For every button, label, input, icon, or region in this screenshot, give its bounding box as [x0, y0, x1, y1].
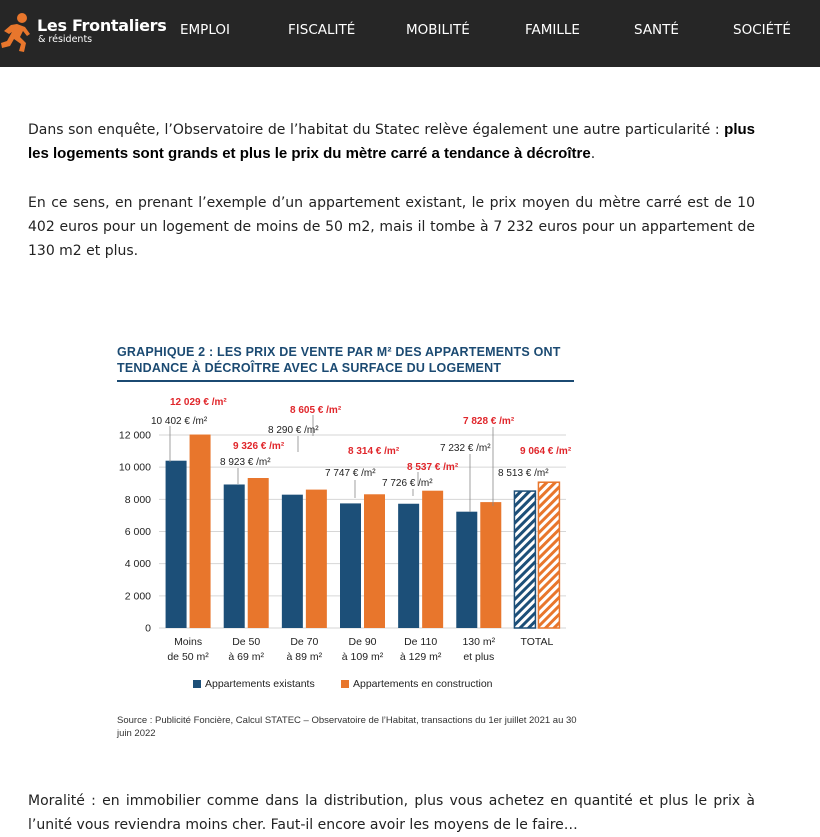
bar-construction	[190, 435, 211, 628]
data-label-existants: 10 402 € /m²	[151, 416, 208, 427]
x-tick-label: à 69 m²	[228, 651, 265, 663]
bar-construction	[364, 494, 385, 628]
bar-existants	[398, 504, 419, 628]
legend-label-existants: Appartements existants	[205, 678, 315, 690]
nav-fiscalite[interactable]: FISCALITÉ	[288, 22, 356, 38]
article-paragraph-2: En ce sens, en prenant l’exemple d’un appartement existant, le prix moyen du mètre carré est de 10 402 euros pour un logement de moins de 50 m2, mais il tombe à 7 232 euros pour un appartement de 130 m2 et plus.	[28, 195, 755, 259]
chart-title: GRAPHIQUE 2 : LES PRIX DE VENTE PAR M² DES APPARTEMENTS ONT TENDANCE À DÉCROÎTRE AVEC LA SURFACE DU LOGEMENT	[117, 345, 561, 375]
legend-swatch-construction	[341, 680, 349, 688]
bar-construction	[248, 478, 269, 628]
nav-mobilite[interactable]: MOBILITÉ	[406, 22, 470, 38]
bar-existants	[224, 484, 245, 628]
data-label-existants: 8 513 € /m²	[498, 468, 549, 479]
x-tick-label: à 129 m²	[399, 651, 442, 663]
site-header	[0, 0, 820, 67]
x-tick-label: De 50	[232, 636, 261, 648]
logo-subtitle: & résidents	[38, 34, 93, 45]
nav-famille[interactable]: FAMILLE	[525, 22, 580, 38]
bar-existants	[340, 503, 361, 628]
y-tick-label: 10 000	[118, 461, 151, 474]
chart-title-rule	[117, 380, 574, 382]
y-tick-label: 4 000	[124, 558, 151, 571]
x-tick-label: de 50 m²	[167, 651, 209, 663]
bar-existants	[282, 495, 303, 628]
legend-swatch-existants	[193, 680, 201, 688]
bar-construction	[538, 482, 559, 628]
data-label-existants: 7 726 € /m²	[382, 478, 433, 489]
data-label-construction: 8 537 € /m²	[407, 462, 459, 473]
data-label-construction: 7 828 € /m²	[463, 416, 515, 427]
legend-item-existants	[193, 678, 315, 690]
bar-existants	[166, 461, 187, 628]
data-label-existants: 7 747 € /m²	[325, 468, 376, 479]
chart-figure	[113, 338, 583, 743]
legend-item-construction	[341, 678, 493, 690]
x-tick-label: De 70	[290, 636, 319, 648]
paragraph-1-highlight: plus les logements sont grands et plus le prix du mètre carré a tendance à décroître	[28, 121, 755, 162]
x-tick-label: De 110	[404, 636, 438, 648]
x-tick-label: 130 m²	[462, 636, 496, 648]
y-tick-label: 12 000	[118, 429, 151, 442]
article-paragraph-3: Moralité : en immobilier comme dans la distribution, plus vous achetez en quantité et plus le prix à l’unité vous reviendra moins cher. Faut-il encore avoir les moyens de le faire…	[28, 793, 755, 833]
y-tick-label: 6 000	[124, 526, 151, 538]
x-tick-label: De 90	[348, 636, 377, 648]
y-tick-label: 0	[145, 622, 151, 635]
paragraph-1-end: .	[590, 146, 596, 162]
x-tick-label: à 89 m²	[286, 651, 323, 663]
bar-construction	[422, 491, 443, 628]
data-label-construction: 9 064 € /m²	[520, 446, 572, 457]
data-label-construction: 12 029 € /m²	[170, 397, 227, 408]
bar-chart	[113, 388, 583, 673]
bar-existants	[514, 491, 535, 628]
bar-construction	[306, 490, 327, 628]
nav-sante[interactable]: SANTÉ	[634, 22, 679, 38]
y-tick-label: 8 000	[124, 493, 151, 506]
chart-source: Source : Publicité Foncière, Calcul STATEC – Observatoire de l’Habitat, transactions du 1er juillet 2021 au 30 juin 2022	[117, 715, 577, 739]
data-label-existants: 8 923 € /m²	[220, 457, 271, 468]
x-tick-label: à 109 m²	[341, 651, 384, 663]
x-tick-label: et plus	[463, 651, 495, 663]
y-tick-label: 2 000	[124, 590, 151, 603]
bar-existants	[456, 512, 477, 628]
legend-label-construction: Appartements en construction	[353, 678, 493, 690]
bar-construction	[480, 502, 501, 628]
data-label-existants: 8 290 € /m²	[268, 425, 319, 436]
paragraph-1-text: Dans son enquête, l’Observatoire de l’habitat du Statec relève également une autre particularité :	[28, 122, 725, 138]
nav-societe[interactable]: SOCIÉTÉ	[733, 22, 791, 38]
logo-title: Les Frontaliers	[37, 16, 167, 35]
data-label-construction: 8 314 € /m²	[348, 446, 400, 457]
nav-emploi[interactable]: EMPLOI	[180, 22, 230, 38]
x-tick-label: TOTAL	[520, 636, 554, 648]
data-label-construction: 8 605 € /m²	[290, 405, 342, 416]
data-label-existants: 7 232 € /m²	[440, 443, 491, 454]
main-nav	[0, 22, 820, 42]
article-paragraph-1	[28, 118, 755, 166]
data-label-construction: 9 326 € /m²	[233, 441, 285, 452]
x-tick-label: Moins	[174, 636, 203, 648]
